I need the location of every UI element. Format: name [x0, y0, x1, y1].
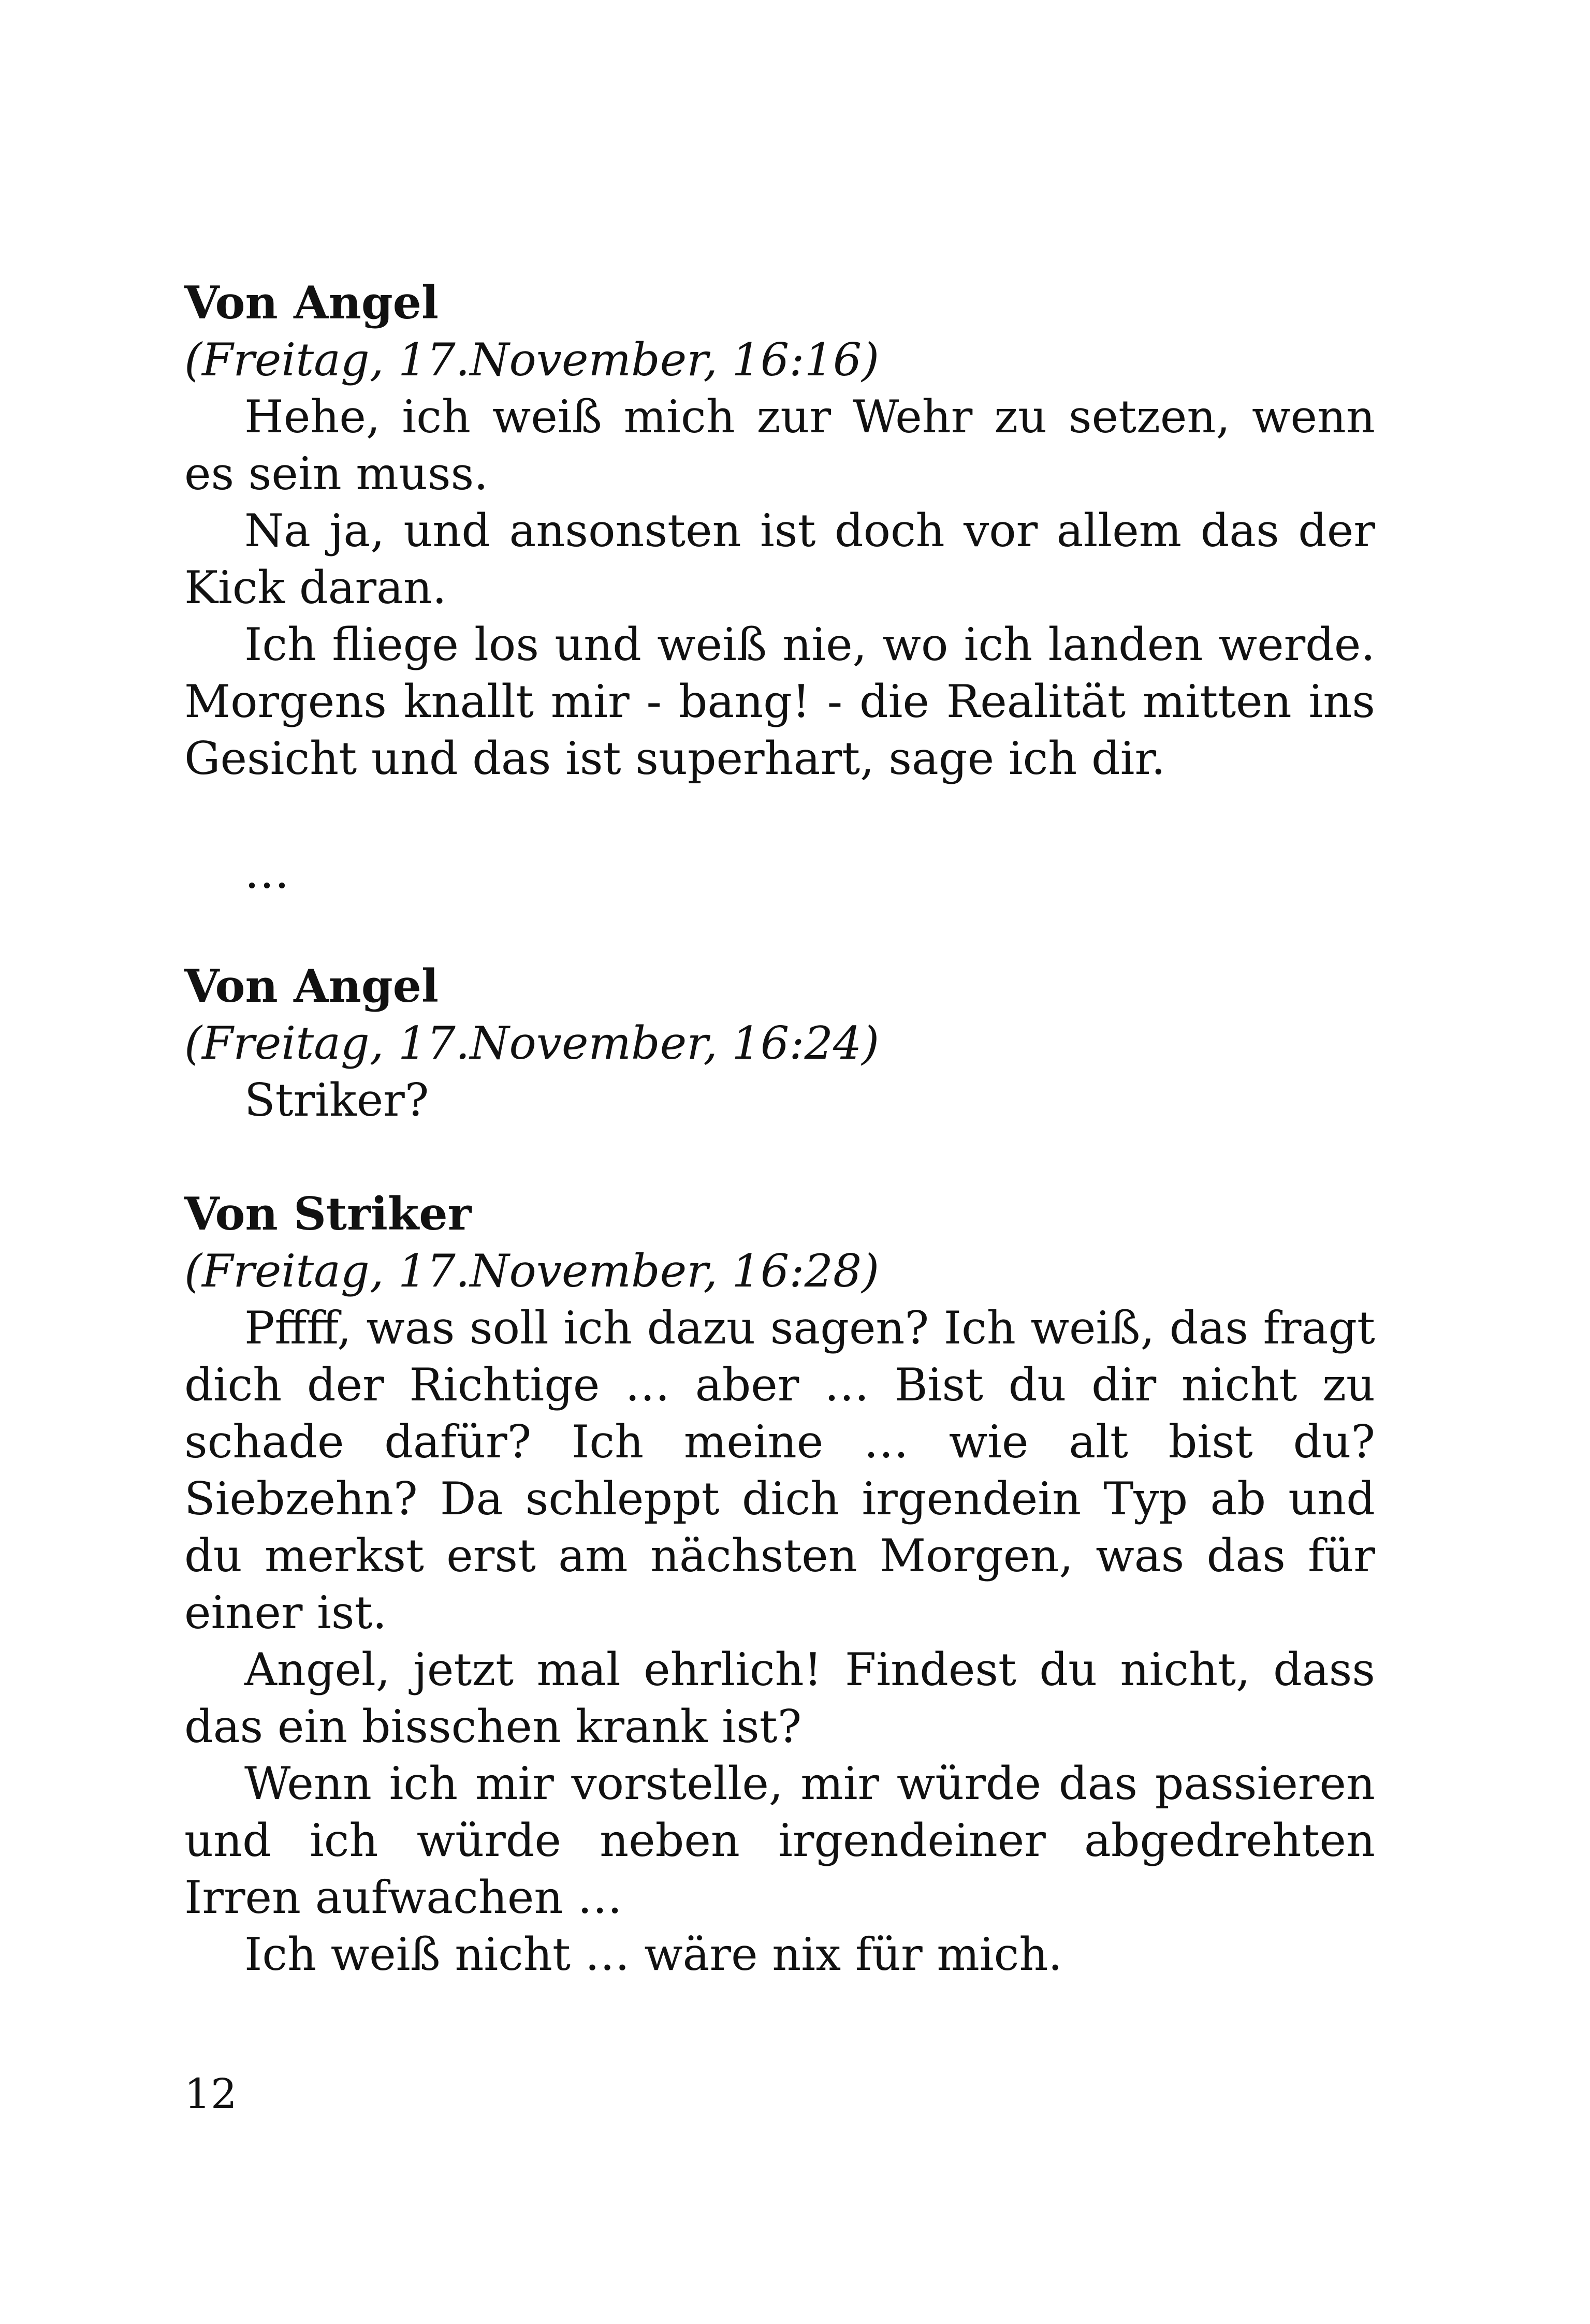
- message-paragraph: Na ja, und ansonsten ist doch vor allem das der Kick daran.: [184, 504, 1375, 614]
- page-number: 12: [184, 2070, 237, 2118]
- message-author: Von Angel: [184, 276, 439, 329]
- message-paragraph: Striker?: [244, 1074, 429, 1127]
- spacer: [184, 787, 1375, 844]
- message-timestamp: (Freitag, 17.November, 16:16): [184, 333, 880, 386]
- message-entry: [184, 274, 1375, 787]
- page-body: [184, 274, 1375, 1983]
- message-author: Von Striker: [184, 1187, 472, 1240]
- message-paragraph: Pffff, was soll ich dazu sagen? Ich weiß, das fragt dich der Richtige … aber … Bist du dir nicht zu schade dafür? Ich meine … wie alt bist du? Siebzehn? Da schleppt dich irgendein Typ ab und du merkst erst am nächsten Morgen, was das für einer ist.: [184, 1302, 1375, 1639]
- message-entry: [184, 958, 1375, 1129]
- message-paragraph: Ich weiß nicht … wäre nix für mich.: [244, 1928, 1063, 1981]
- message-entry: [184, 1186, 1375, 1983]
- message-timestamp: (Freitag, 17.November, 16:24): [184, 1017, 880, 1070]
- spacer: [184, 1129, 1375, 1186]
- message-author: Von Angel: [184, 959, 439, 1013]
- section-separator: …: [244, 846, 289, 899]
- message-paragraph: Wenn ich mir vorstelle, mir würde das passieren und ich würde neben irgendeiner abgedrehten Irren aufwachen …: [184, 1757, 1375, 1924]
- message-timestamp: (Freitag, 17.November, 16:28): [184, 1245, 880, 1297]
- message-paragraph: Angel, jetzt mal ehrlich! Findest du nicht, dass das ein bisschen krank ist?: [184, 1643, 1375, 1753]
- message-paragraph: Ich fliege los und weiß nie, wo ich landen werde. Morgens knallt mir - bang! - die Realität mitten ins Gesicht und das ist superhart, sage ich dir.: [184, 618, 1375, 785]
- spacer: [184, 901, 1375, 958]
- message-paragraph: Hehe, ich weiß mich zur Wehr zu setzen, wenn es sein muss.: [184, 390, 1375, 500]
